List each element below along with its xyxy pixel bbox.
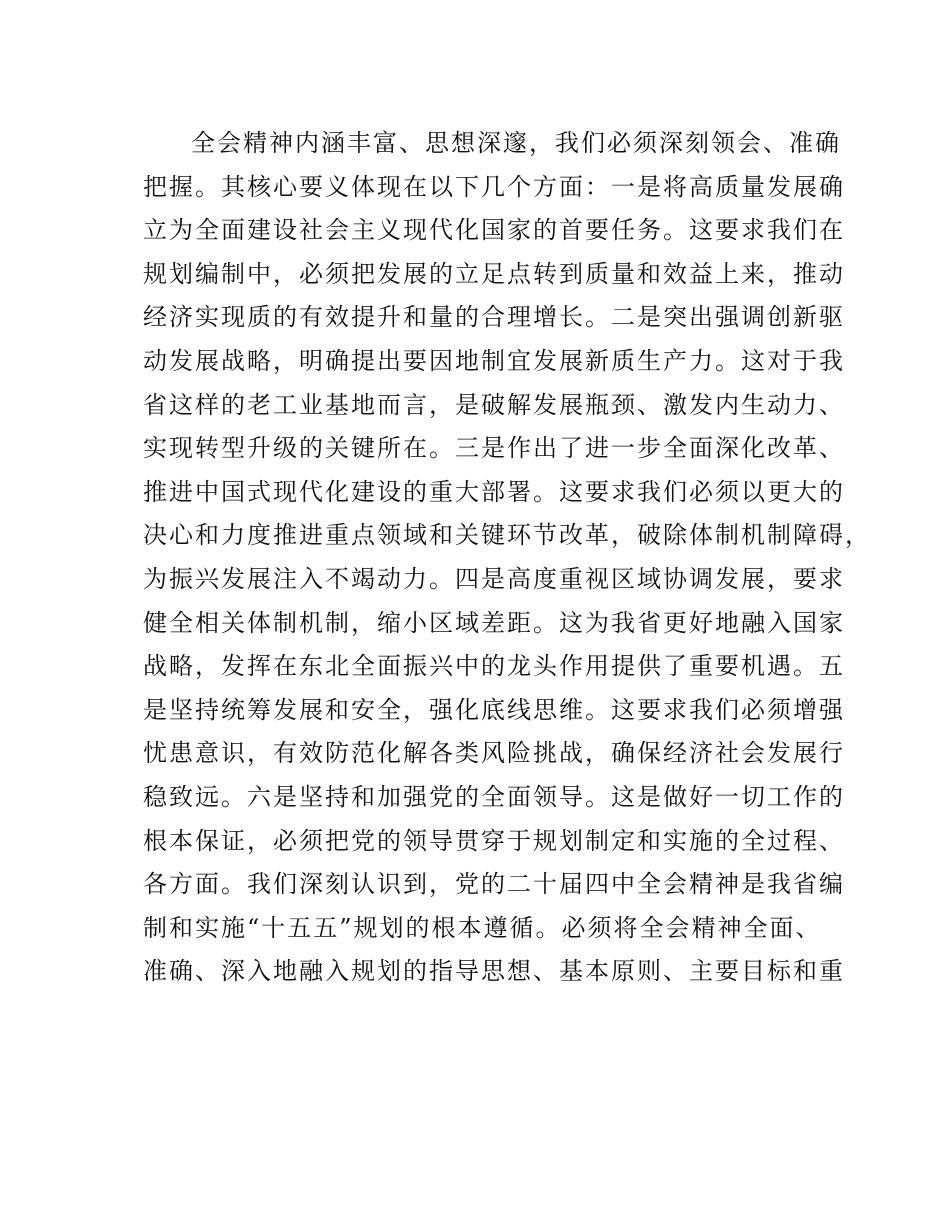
text-line: 规划编制中，必须把发展的立足点转到质量和效益上来，推动 — [143, 259, 845, 288]
text-line: 制和实施“十五五”规划的根本遵循。必须将全会精神全面、 — [143, 913, 822, 942]
text-line: 省这样的老工业基地而言，是破解发展瓶颈、激发内生动力、 — [143, 390, 845, 419]
text-line: 根本保证，必须把党的领导贯穿于规划制定和实施的全过程、 — [143, 826, 845, 855]
text-line: 动发展战略，明确提出要因地制宜发展新质生产力。这对于我 — [143, 346, 845, 375]
text-line: 立为全面建设社会主义现代化国家的首要任务。这要求我们在 — [143, 216, 845, 245]
text-line: 是坚持统筹发展和安全，强化底线思维。这要求我们必须增强 — [143, 695, 845, 724]
body-paragraph — [143, 122, 871, 994]
text-line: 各方面。我们深刻认识到，党的二十届四中全会精神是我省编 — [143, 870, 845, 899]
text-line: 战略，发挥在东北全面振兴中的龙头作用提供了重要机遇。五 — [143, 652, 845, 681]
text-line: 稳致远。六是坚持和加强党的全面领导。这是做好一切工作的 — [143, 782, 845, 811]
text-line: 实现转型升级的关键所在。三是作出了进一步全面深化改革、 — [143, 434, 845, 463]
text-line: 决心和力度推进重点领域和关键环节改革，破除体制机制障碍， — [143, 521, 871, 550]
text-line: 推进中国式现代化建设的重大部署。这要求我们必须以更大的 — [143, 477, 845, 506]
text-line: 把握。其核心要义体现在以下几个方面：一是将高质量发展确 — [143, 172, 845, 201]
text-line: 健全相关体制机制，缩小区域差距。这为我省更好地融入国家 — [143, 608, 845, 637]
text-line: 全会精神内涵丰富、思想深邃，我们必须深刻领会、准确 — [191, 129, 841, 157]
text-line: 为振兴发展注入不竭动力。四是高度重视区域协调发展，要求 — [143, 564, 845, 593]
text-line: 忧患意识，有效防范化解各类风险挑战，确保经济社会发展行 — [143, 739, 845, 768]
text-line: 经济实现质的有效提升和量的合理增长。二是突出强调创新驱 — [143, 303, 845, 332]
text-line: 准确、深入地融入规划的指导思想、基本原则、主要目标和重 — [143, 957, 845, 986]
